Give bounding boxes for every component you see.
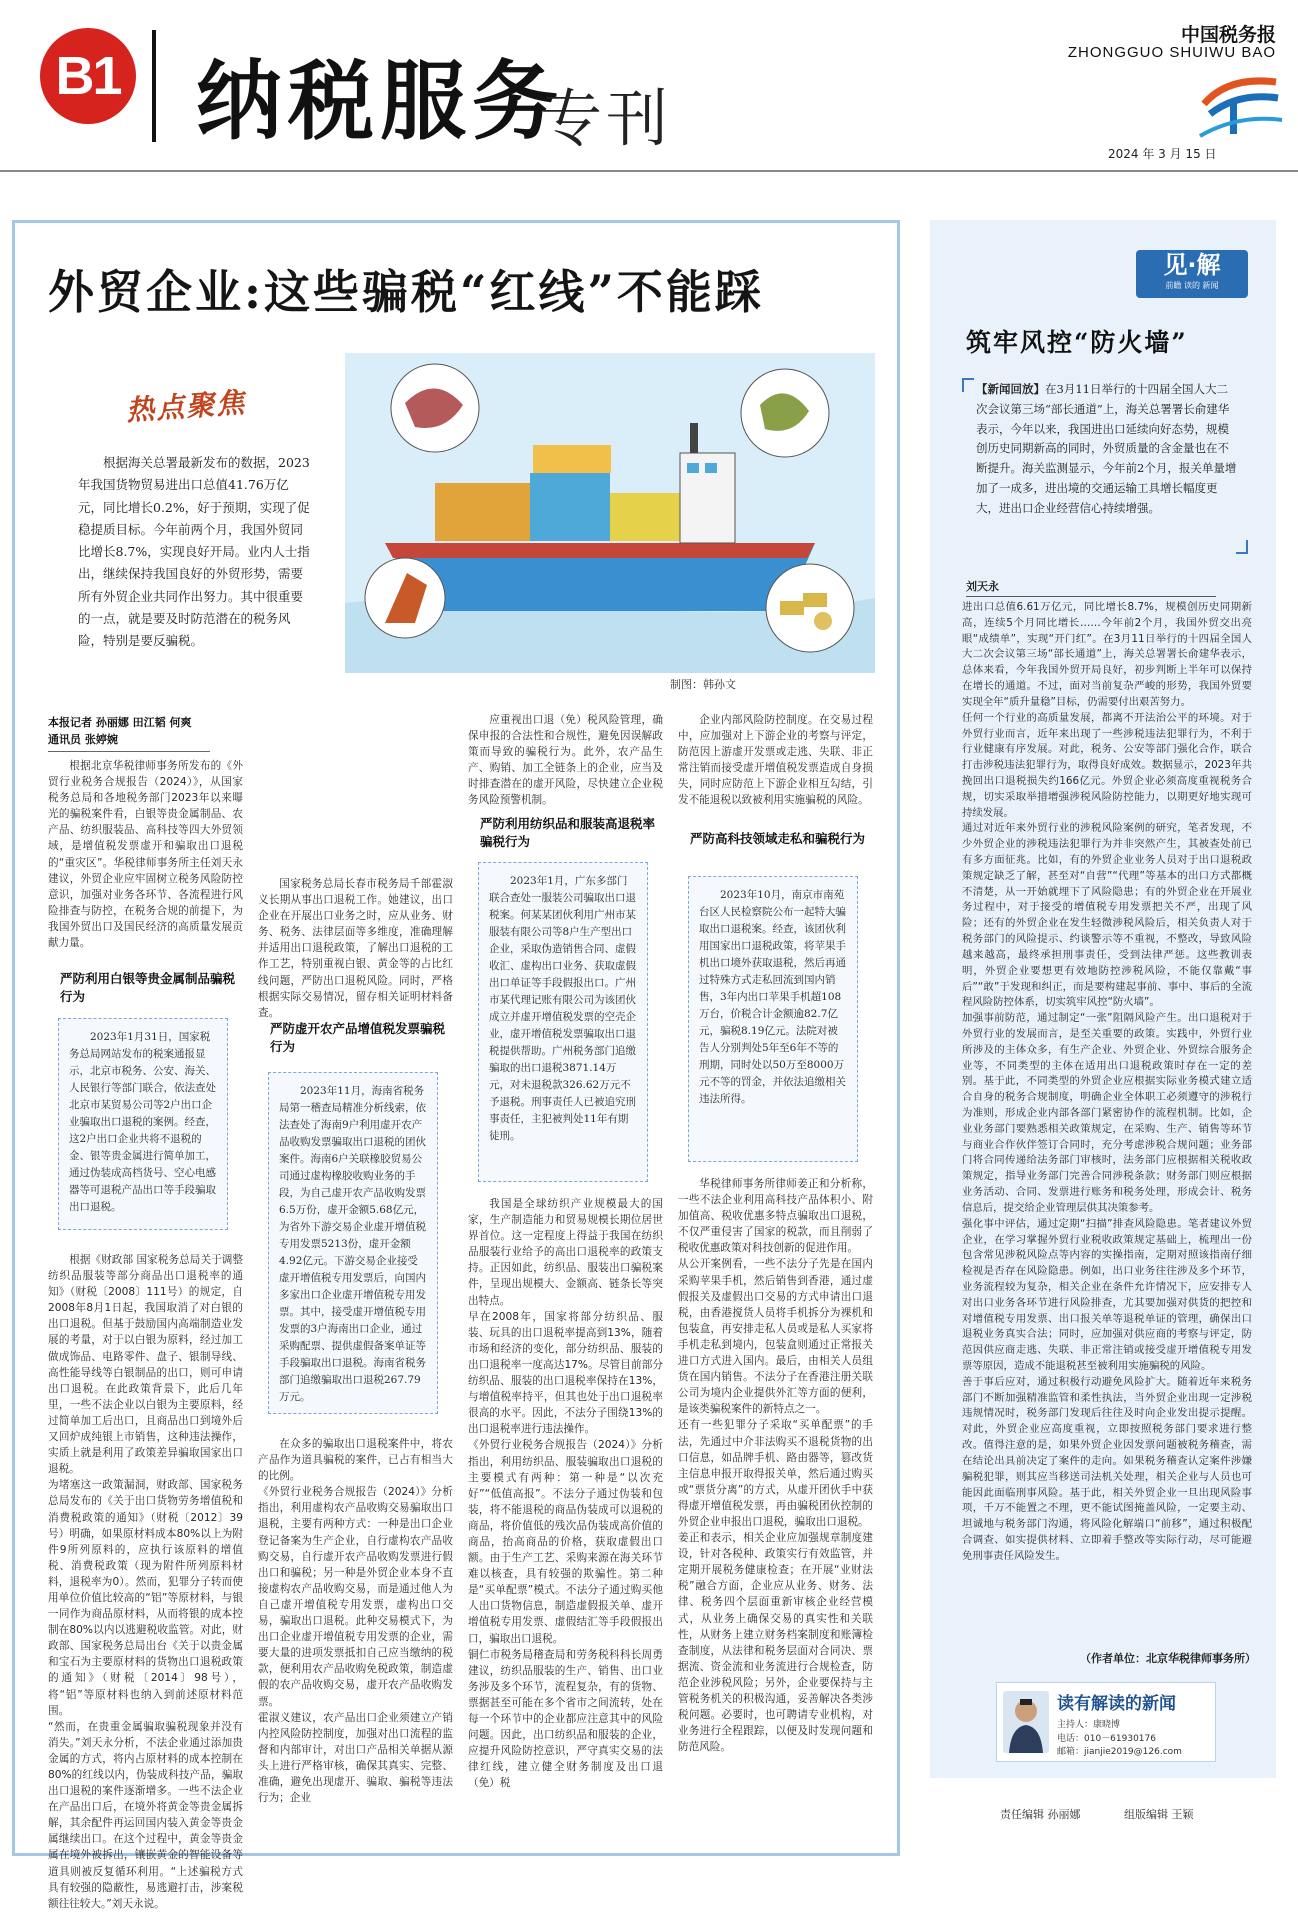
column-logo-text: 见·解: [1163, 251, 1221, 279]
quote-bracket-close: [1236, 540, 1248, 554]
article-body-text: 我国是全球纺织产业规模最大的国家，生产制造能力和贸易规模长期位居世界首位。这一定程度上得益于我国在纺织品服装行业给予的高出口退税率的政策支持。正因如此，纺织品、服装出口骗税案件，呈现出规模大、金额高、链条长等突出特点。 早在2008年，国家将部分纺织品、服装、玩具的出口退税率提高到13%，随着市场和经济的变化，部分纺织品、服装的出口退税率一度高达17%。尽管目前部分纺织品、服装的出口退税率保持在13%，与增值税率持平，但其也处于出口退税率很高的水平。因此，不法分子围绕13%的出口退税率进行违法操作。 《外贸行业税务合规报告（2024）》分析指出，利用纺织品、服装骗取出口退税的主要模式有两种：第一种是“以次充好”“低值高报”。不法分子通过伪装和包装，将不能退税的商品伪装成可以退税的商品，将价值低的残次品伪装成高价值的商品，抬高商品的价格，获取虚假出口额。由于生产工艺、采购来源在海关环节难以核查，具有较强的欺骗性。第二种是“买单配票”模式。不法分子通过购买他人出口货物信息，制造虚假报关单、虚开增值税专用发票、虚假结汇等手段假报出口，骗取出口退税。 铜仁市税务局稽查局和劳务税科科长周勇建议，纺织品服装的生产、销售、出口业务涉及多个环节，流程复杂，有的货物、票据甚至可能在多个省市之间流转，处在每一个环节中的企业都应注意其中的风险问题。因此，出口纺织品和服装的企业，应提升风险防控意识，严守真实交易的法律红线，建立健全财务制度及出口退（免）税: [468, 1198, 663, 1790]
article-byline: 本报记者 孙丽娜 田江韬 何爽 通讯员 张婷婉: [48, 715, 210, 752]
commentary-author: 刘天永: [966, 578, 1216, 597]
article-body-text: 根据《财政部 国家税务总局关于调整纺织品服装等部分商品出口退税率的通知》（财税〔2008〕111号）的规定，自2008年8月1日起，我国取消了对白银的出口退税。但基于鼓励国内高端制造业发展的考量，对于以白银为原料，经过加工做成饰品、电路零件、盘子、银制导线、高性能导线等白银制品的出口，则可申请出口退税。在此政策背景下，此后几年里，一些不法企业以白银为主要原料，经过简单加工后出口，且商品出口到境外后又回炉成纯银上市销售，这种违法操作，实质上就是利用了政策差异骗取国家出口退税。 为堵塞这一政策漏洞，财政部、国家税务总局发布的《关于出口货物劳务增值税和消费税政策的通知》（财税〔2012〕39号）明确，如果原材料成本80%以上为附件9所列原料的，应执行该原料的增值税、消费税政策（现为附件所列原料材料，退税率为0）。然而，犯罪分子转而使用单位价值比较高的“铝”等原材料，与银一同作为商品原材料，从而将银的成本控制在80%以内以逃避税收监管。对此，财政部、国家税务总局出台《关于以贵金属和宝石为主要原材料的货物出口退税政策的通知》（财税〔2014〕98号），将“铝”等原材料也纳入到前述原材料范围。 “然而，在贵重金属骗取骗税现象并没有消失。”刘天永分析，不法企业通过添加贵金属的方式，将内占原材料的成本控制在80%的红线以内，伪装成科技产品，骗取出口退税的案件逐渐增多。一些不法企业在产品出口后，在境外将黄金等贵金属拆解，其余配件再运回国内装入黄金等贵金属继续出口。在这个过程中，黄金等贵金属在境外被拆出，镶嵌黄金的智能设备等道具则被反复循环利用。“上述骗税方式具有较强的隐蔽性，易逃避打击，涉案税额往往较大。”刘天永说。: [48, 1254, 243, 1910]
quote-bracket-open: [962, 378, 974, 392]
page-number-badge: B1: [40, 28, 136, 124]
article-lead: 根据海关总署最新发布的数据，2023年我国货物贸易进出口总值41.76万亿元，同比增长0.2%，好于预期，实现了促稳提质目标。今年前两个月，我国外贸同比增长8.7%，实现良好开局。业内人士指出，继续保持我国良好的外贸形势，需要所有外贸企业共同作出努力。其中很重要的一点，就是要及时防范潜在的税务风险，特别是要反骗税。: [78, 455, 310, 648]
author-affiliation: （作者单位：北京华税律师事务所）: [1080, 1652, 1256, 1665]
section-heading: 严防高科技领域走私和骗税行为: [690, 831, 866, 846]
news-recap: [976, 380, 1238, 518]
issue-date: 2024 年 3 月 15 日: [1108, 147, 1217, 161]
promo-phone: 电话：010－61930176: [1057, 1734, 1156, 1744]
host-avatar: [1003, 1691, 1049, 1753]
image-credit: 制图：韩孙文: [670, 678, 736, 691]
article-body-text: 根据北京华税律师事务所发布的《外贸行业税务合规报告（2024）》，从国家税务总局和各地税务部门2023年以来曝光的骗税案件看，白银等贵金属制品、农产品、纺织服装品、高科技等四大外贸领域，是增值税发票虚开和骗取出口退税的“重灾区”。华税律师事务所主任刘天永建议，外贸企业应牢固树立税务风险防控意识，加强对业务各环节、各流程进行风险排查与防控，在税务合规的前提下，为我国外贸出口及国民经济的高质量发展贡献力量。: [48, 760, 243, 950]
section-subtitle: 专刊: [540, 82, 673, 155]
promo-title: 读有解读的新闻: [1057, 1694, 1176, 1714]
column-stamp: 热点聚焦: [125, 385, 248, 428]
masthead-divider: [152, 30, 156, 142]
news-recap-label: 【新闻回放】: [976, 382, 1045, 396]
article-body-text: 应重视出口退（免）税风险管理，确保申报的合法性和合规性，避免因误解政策而导致的骗税行为。此外，农产品生产、购销、加工全链条上的企业，应当及时排查潜在的虚开风险，尽快建立企业税务风险预警机制。: [468, 714, 663, 807]
header-rule: [0, 170, 1298, 172]
commentary-title: 筑牢风控“防火墙”: [966, 328, 1188, 357]
case-box: 2023年1月，广东多部门联合查处一服装公司骗取出口退税案。何某某团伙利用广州市某服装有限公司等8户生产型出口企业，采取伪造销售合同、虚假收汇、虚构出口业务、获取虚假出口单证等手段假报出口。广州市某代理记账有限公司为该团伙成立并虚开增值税发票的空壳企业，虚开增值税发票骗取出口退税提供帮助。广州税务部门追缴骗取的出口退税3871.14万元，对未退税款326.62万元不予退税。刑事责任人已被追究刑事责任，主犯被判处11年有期徒刑。: [478, 862, 648, 1182]
promo-host: 主持人：康晓博: [1057, 1720, 1121, 1730]
case-box: 2023年11月，海南省税务局第一稽查局精准分析线索，依法查处了海南9户利用虚开农产品收购发票骗取出口退税的团伙案件。海南6户关联橡胶贸易公司通过虚构橡胶收购业务的手段，为自己虚开农产品收购发票6.5万份，虚开金额5.68亿元，为省外下游交易企业虚开增值税专用发票5213份，虚开金额4.92亿元。下游交易企业接受虚开增值税专用发票后，向国内多家出口企业虚开增值税专用发票。其中，接受虚开增值税专用发票的3户海南出口企业，通过采购配票、提供虚假备案单证等手段骗取出口退税。海南省税务部门追缴骗取出口退税267.79万元。: [268, 1072, 438, 1414]
case-box: 2023年1月31日，国家税务总局网站发布的税案通报显示，北京市税务、公安、海关、人民银行等部门联合，依法查处北京市某贸易公司等2户出口企业骗取出口退税的案例。经查，这2户出口企业共将不退税的金、银等贵金属进行简单加工，通过伪装成高档货号、空心电感器等可退税产品出口等手段骗取出口退税。: [58, 1018, 228, 1230]
section-title: 纳税服务: [196, 52, 564, 152]
article-body-text: 在众多的骗取出口退税案件中，将农产品作为道具骗税的案件，已占有相当大的比例。 《外贸行业税务合规报告（2024）》分析指出，利用虚构农产品收购交易骗取出口退税，主要有两种方式：一种是出口企业登记备案为生产企业，自行虚构农产品收购交易，自行虚开农产品收购发票进行假出口和骗税；另一种是外贸企业本身不直接虚构农产品收购交易，而是通过他人为自己虚开增值税专用发票，虚构出口交易，骗取出口退税。此种交易模式下，为出口企业虚开增值税专用发票的企业，需要大量的进项发票抵扣自己应当缴纳的税款，便利用农产品收购免税政策，制造虚假的农产品收购交易，虚开农产品收购发票。 霍淑义建议，农产品出口企业须建立产销内控风险防控制度，加强对出口流程的监督和内部审计，对出口产品相关单据从源头上进行严格审核，确保其真实、完整、准确，避免出现虚开、骗取、骗税等违法行为；企业: [258, 1438, 453, 1805]
person-icon: [1003, 1691, 1049, 1753]
section-heading: 严防利用纺织品和服装高退税率骗税行为: [480, 816, 656, 849]
column-promo-box: [996, 1682, 1216, 1762]
article-title: 外贸企业:这些骗税“红线”不能踩: [48, 265, 764, 319]
section-heading: 严防利用白银等贵金属制品骗税行为: [60, 971, 236, 1004]
newspaper-name: 中国税务报: [1180, 24, 1276, 46]
promo-email: 邮箱：jianjie2019@126.com: [1057, 1747, 1182, 1757]
article-body-text: 华税律师事务所律师姜正和分析称，一些不法企业利用高科技产品体积小、附加值高、税收优惠多特点骗取出口退税，不仅严重侵害了国家的税款，而且削弱了税收优惠政策对科技创新的促进作用。 从公开案例看，一些不法分子先是在国内采购苹果手机，然后销售到香港，通过虚假报关及虚假出口交易的方式申请出口退税，由香港搅货人员将手机拆分为裸机和包装盒，再安排走私人员或是私人买家将手机走私到境内，包装盒则通过正常报关进口方式进入国内。最后，由相关人员组货在国内销售。不法分子在香港注册关联公司为境内企业提供外汇等方面的便利，是该类骗税案件的新特点之一。 还有一些犯罪分子采取“买单配票”的手法，先通过中介非法购买不退税货物的出口信息，如品牌手机、路由器等，篡改货主信息申报开取得报关单，然后通过购买或“票货分离”的方式，从虚开团伙手中获得虚开增值税发票，再由骗税团伙控制的外贸企业申报出口退税，骗取出口退税。 姜正和表示，相关企业应加强规章制度建设，针对各税种、政策实行有效监管，并定期开展税务健康检查；在开展“业财法税”融合方面，企业应从业务、财务、法律、税务四个层面重新审核企业经营模式，从业务上确保交易的真实性和关联性，从财务上建立财务档案制度和账簿检查制度，从法律和税务层面对合同决、票据流、资金流和业务流进行合规检查，防范企业涉税风险；另外，企业要保持与主管税务机关的积极沟通，妥善解决各类涉税问题。必要时，也可聘请专业机构，对业务进行全程跟踪，以便及时发现问题和防范风险。: [678, 1178, 873, 1754]
newspaper-pinyin: ZHONGGUO SHUIWU BAO: [1067, 44, 1276, 61]
responsible-editor: 责任编辑 孙丽娜: [1000, 1808, 1081, 1821]
commentary-body: 进出口总值6.61万亿元，同比增长8.7%，规模创历史同期新高，连续5个月同比增长……今年前2个月，我国外贸交出亮眼“成绩单”，实现“开门红”。在3月11日举行的十四届全国人大二次会议第三场“部长通道”上，海关总署署长俞建华表示，总体来看，今年我国外贸开局良好，初步判断上半年可以保持在增长的通道。不过，面对当前复杂严峻的形势，我国外贸要实现全年“质升量稳”目标，仍需要付出艰苦努力。 任何一个行业的高质量发展，都离不开法治公平的环境。对于外贸行业而言，近年来出现了一些涉税违法犯罪行为，不利于行业健康有序发展。对此，税务、公安等部门强化合作，联合打击涉税违法犯罪行为，取得良好成效。数据显示，2023年共挽回出口退税损失约166亿元。外贸企业必须高度重视税务合规，切实采取举措增强涉税风险防控能力，以期更好地实现可持续发展。 通过对近年来外贸行业的涉税风险案例的研究，笔者发现，不少外贸企业的涉税违法犯罪行为并非突然产生，其被查处前已有多方面征兆。比如，有的外贸企业业务人员对于出口退税政策规定缺乏了解，甚至对“自营”“代理”等基本的出口方式都概不清楚，从一开始就埋下了风险隐患；有的外贸企业在开展业务过程中，对于接受的增值税专用发票把关不严，出现了风险；还有的外贸企业在发生轻微涉税风险后，相关负责人对于税务部门的风险提示、约谈警示等不重视，不整改，导致风险越来越高，最终承担刑事责任，受到法律严惩。这些教训表明，外贸企业要想更有效地防控涉税风险，不能仅靠戴“事后”“敢”于发现和纠正，而是要构建起事前、事中、事后的全流程风险防控体系，切实筑牢风控“防火墙”。 加强事前防范，通过制定“一张”阻隔风险产生。出口退税对于外贸行业的发展而言，是至关重要的政策。实践中，外贸行业所涉及的主体众多，有生产企业、外贸企业、外贸综合服务企业等，不同类型的主体在适用出口退税政策时存在一定的差别。基于此，不同类型的外贸企业应根据实际业务模式建立适合自身的税务合规制度，明确企业全体职工必须遵守的涉税行为准则，形成企业内部各部门紧密协作的流程机制。比如，企业业务部门要熟悉相关政策规定，在采购、生产、销售等环节与商业合作伙伴签订合同时，充分考虑涉税合规问题；业务部门将合同传递给法务部门审核时，法务部门应根据相关税收政策规定，指导业务部门完善合同涉税条款；财务部门则应根据业务活动、合同、发票进行账务和税务处理，形成会计、税务信息后，提交给企业管理层供其决策参考。 强化事中评估，通过定期“扫描”排查风险隐患。笔者建议外贸企业，在学习掌握外贸行业税收政策规定基础上，梳理出一份包含常见涉税风险点等内容的实操指南，定期对照该指南仔细检视是否存在风险隐患。例如，出口业务往往涉及多个环节，业务流程较为复杂，相关企业在条件允许情况下，应安排专人对出口业务各环节进行风险排查，尤其要加强对供货的把控和对增值税专用发票、出口报关单等退税单证的管理，确保出口退税业务真实合法；同时，应加强对供应商的考察与评定，防范因供应商走逃、失联、非正常注销或接受虚开增值税专用发票等原因，造成不能退税甚至被利用实施骗税的风险。 善于事后应对，通过积极行动避免风险扩大。随着近年来税务部门不断加强精准监管和柔性执法，当外贸企业出现一定涉税违规情况时，税务部门发现后往往及时向企业发出提示提醒。对此，外贸企业应高度重视，立即按照税务部门要求进行整改。值得注意的是，如果外贸企业因发票问题被税务稽查，需在结论出具前决定了案件的走向。如果税务稽查认定案件涉嫌骗税犯罪，则其应当移送司法机关处理，相关企业与人员也可能因此面临刑事风险。基于此，相关外贸企业一旦出现风险事项，千万不能置之不理，更不能试图掩盖风险，一定要主动、坦诚地与税务部门沟通，将风险化解端口“前移”，通过积极配合调查、如实提供材料、立即着手整改等实际行动，尽可能避免刑事责任风险发生。: [962, 601, 1252, 1562]
case-box: 2023年10月，南京市南苑台区人民检察院公布一起特大骗取出口退税案。经查，该团伙利用国家出口退税政策，将苹果手机出口境外获取退税，然后再通过特殊方式走私回流到国内销售，3年内出口苹果手机超108万台，价税合计金额逾82.7亿元，骗税8.19亿元。法院对被告人分别判处5年至6年不等的刑期，同时处以50万至8000万元不等的罚金，并依法追缴相关违法所得。: [688, 876, 858, 1162]
section-heading: 严防虚开农产品增值税发票骗税行为: [270, 1021, 446, 1054]
newspaper-logo-icon: [1198, 74, 1282, 138]
article-body-text: 企业内部风险防控制度。在交易过程中，应加强对上下游企业的考察与评定，防范因上游虚开发票或走逃、失联、非正常注销而接受虚开增值税发票造成自身损失，同时应防范上下游企业相互勾结，引发不能退税以致被利用实施骗税的风险。: [678, 714, 873, 807]
news-recap-text: 在3月11日举行的十四届全国人大二次会议第三场“部长通道”上，海关总署署长俞建华表示，今年以来，我国进出口延续向好态势，规模创历史同期新高的同时，外贸质量的含金量也在不断提升。海关监测显示，今年前2个月，报关单量增加了一成多，进出境的交通运输工具增长幅度更大，进出口企业经营信心持续增强。: [976, 382, 1237, 515]
ship-cargo-illustration: [345, 353, 875, 673]
layout-editor: 组版编辑 王颖: [1124, 1808, 1194, 1821]
column-logo: [1136, 250, 1248, 298]
article-body-text: 国家税务总局长春市税务局千部霍淑义长期从事出口退税工作。她建议，出口企业在开展出口业务之时，应从业务、财务、税务、法律层面等多维度，准确理解并适用出口退税政策，了解出口退税的工作工艺，特别重视白银、黄金等的占比红线问题，严防出口退税风险。同时，严格根据实际交易情况，留存相关证明材料备查。: [258, 878, 453, 1019]
column-logo-subtext: 前瞻 读的 新闻: [1165, 281, 1219, 290]
